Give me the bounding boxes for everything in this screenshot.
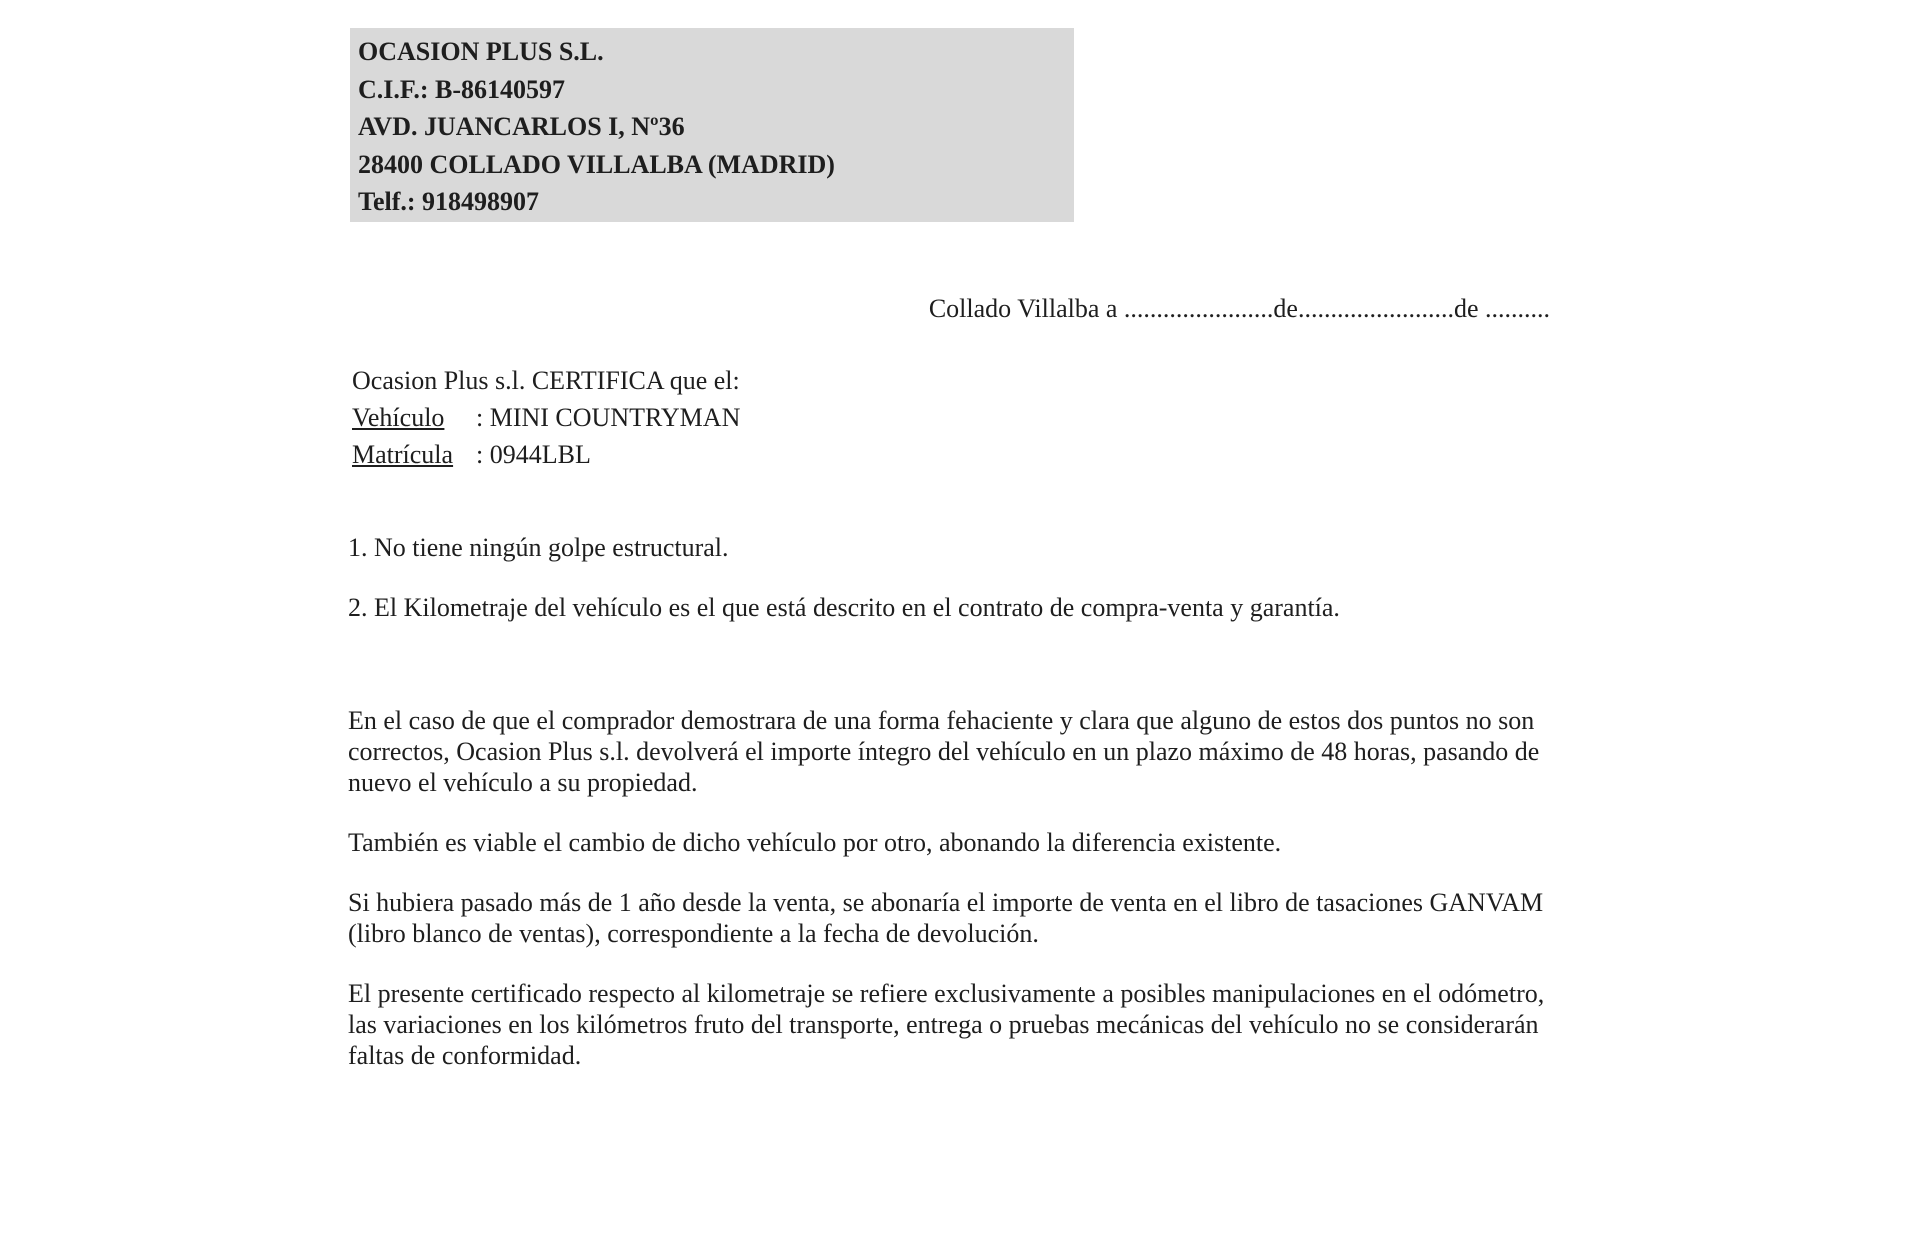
paragraph-refund: En el caso de que el comprador demostrara de una forma fehaciente y clara que alguno de estos dos puntos no son correctos, Ocasion Plus s.l. devolverá el importe íntegro del vehículo en un plazo máximo de 48 horas, pasando de nuevo el vehículo a su propiedad. xyxy=(348,706,1540,797)
certificate-block xyxy=(352,362,740,473)
plate-row xyxy=(352,436,740,473)
vehicle-value: : MINI COUNTRYMAN xyxy=(476,403,741,432)
plate-value: : 0944LBL xyxy=(476,440,591,469)
company-name: OCASION PLUS S.L. xyxy=(358,37,604,66)
point-2: 2. El Kilometraje del vehículo es el que está descrito en el contrato de compra-venta y garantía. xyxy=(348,593,1340,622)
paragraph-odometer: El presente certificado respecto al kilometraje se refiere exclusivamente a posibles manipulaciones en el odómetro, las variaciones en los kilómetros fruto del transporte, entrega o pruebas mecánicas del vehículo no se considerarán faltas de conformidad. xyxy=(348,979,1545,1070)
company-city: 28400 COLLADO VILLALBA (MADRID) xyxy=(358,149,835,179)
company-address: AVD. JUANCARLOS I, Nº36 xyxy=(358,112,685,141)
vehicle-label: Vehículo xyxy=(352,403,445,432)
company-phone: Telf.: 918498907 xyxy=(358,187,540,216)
certificate-intro: Ocasion Plus s.l. CERTIFICA que el: xyxy=(352,366,740,395)
document-body xyxy=(348,532,1568,1071)
point-1: 1. No tiene ningún golpe estructural. xyxy=(348,533,729,562)
vehicle-row xyxy=(352,399,740,436)
date-line: Collado Villalba a .......................de........................de .......... xyxy=(928,294,1550,323)
company-cif: C.I.F.: B-86140597 xyxy=(358,74,566,104)
paragraph-ganvam: Si hubiera pasado más de 1 año desde la venta, se abonaría el importe de venta en el libro de tasaciones GANVAM (libro blanco de ventas), correspondiente a la fecha de devolución. xyxy=(348,888,1544,948)
plate-label: Matrícula xyxy=(352,440,454,469)
company-header-box xyxy=(350,28,1074,222)
paragraph-exchange: También es viable el cambio de dicho vehículo por otro, abonando la diferencia existente. xyxy=(348,828,1282,857)
